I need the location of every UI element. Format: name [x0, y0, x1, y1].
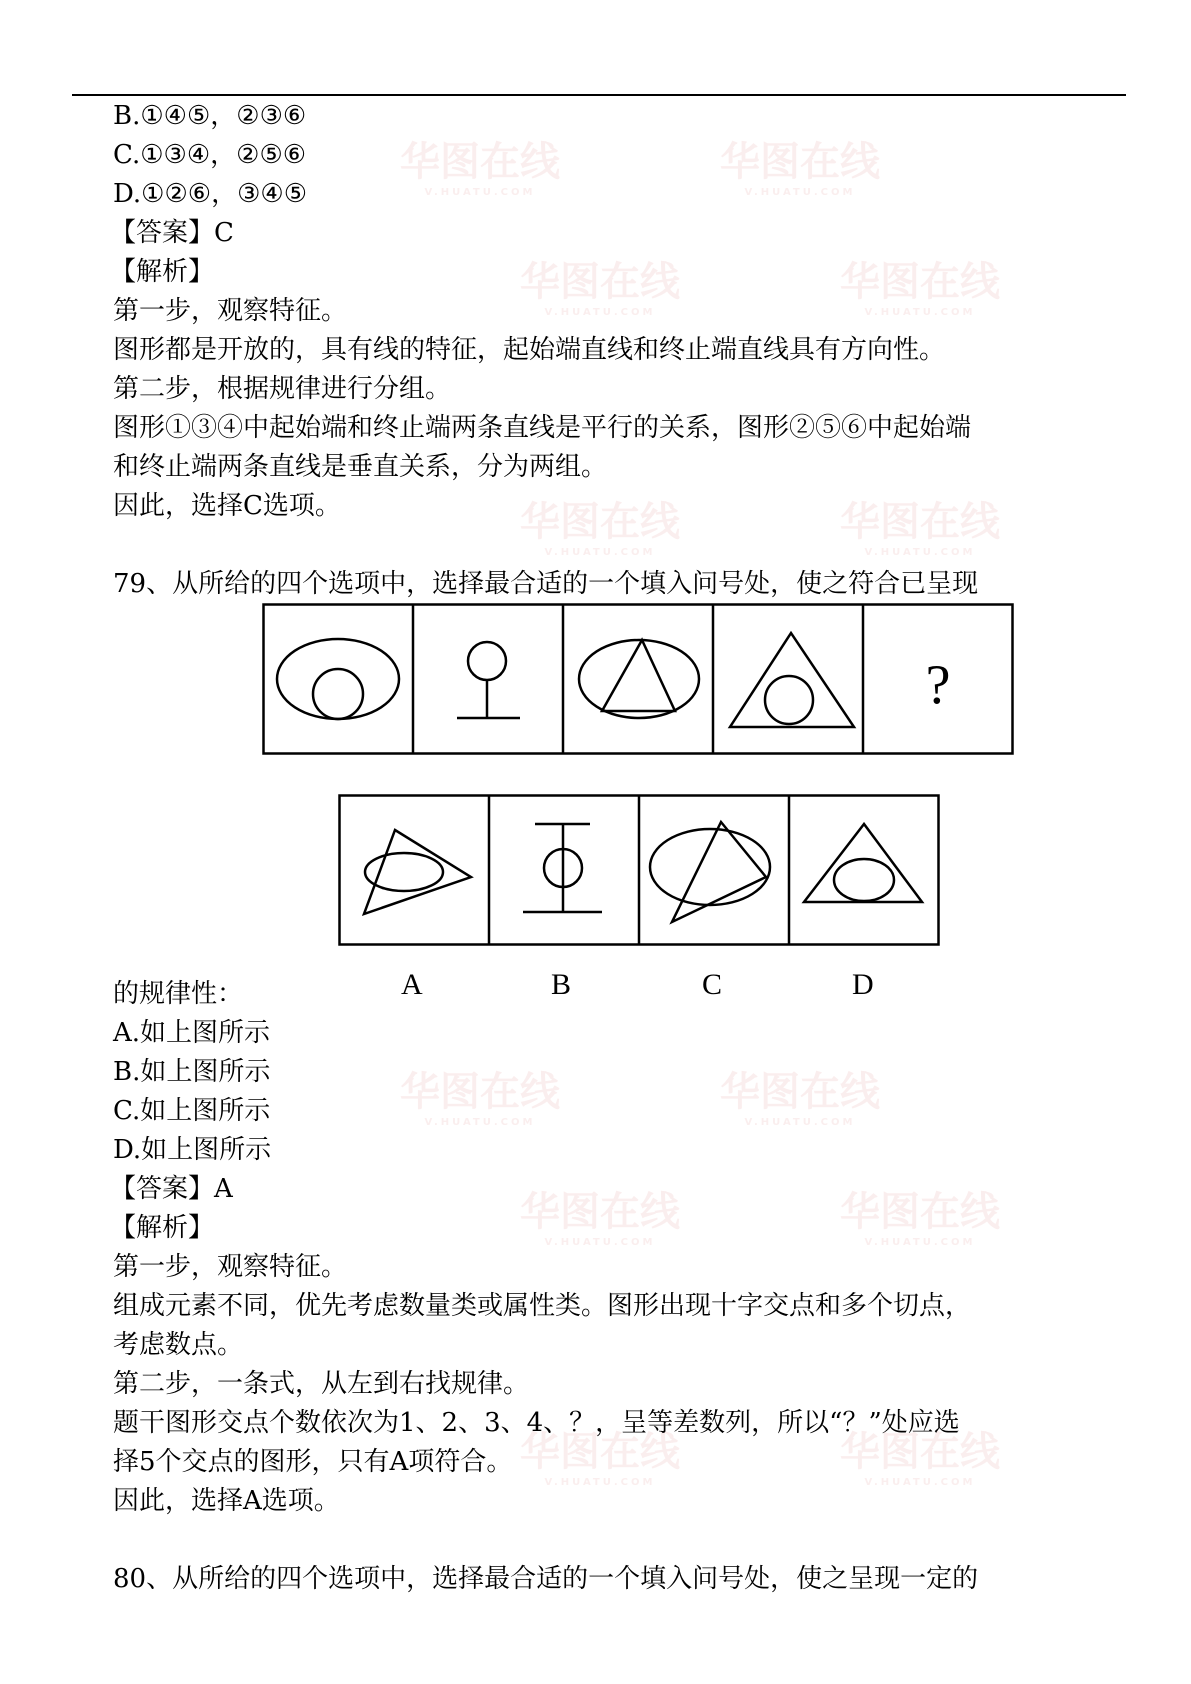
watermark: 华图在线 V.HUATU.COM	[520, 1429, 680, 1488]
question-mark: ?	[925, 654, 951, 716]
watermark: 华图在线 V.HUATU.COM	[720, 139, 880, 198]
watermark: 华图在线 V.HUATU.COM	[400, 1069, 560, 1128]
q79-option-d: D.如上图所示	[113, 1135, 272, 1165]
q80-question: 80、从所给的四个选项中，选择最合适的一个填入问号处，使之呈现一定的	[113, 1564, 979, 1594]
watermark: 华图在线 V.HUATU.COM	[840, 499, 1000, 558]
q79-step2-text-1: 题干图形交点个数依次为1、2、3、4、？，呈等差数列，所以“？”处应选	[113, 1408, 960, 1438]
q78-step1: 第一步，观察特征。	[113, 296, 348, 326]
watermark: 华图在线 V.HUATU.COM	[520, 499, 680, 558]
q78-option-c: C.①③④，②⑤⑥	[113, 140, 307, 170]
watermark: 华图在线 V.HUATU.COM	[520, 1189, 680, 1248]
q78-step2: 第二步，根据规律进行分组。	[113, 374, 452, 404]
q79-conclusion: 因此，选择A选项。	[113, 1486, 340, 1516]
q79-analysis-label: 【解析】	[110, 1213, 215, 1243]
q79-stem-figure	[262, 603, 1014, 755]
option-label-b: B	[551, 968, 572, 1001]
option-label-a: A	[401, 968, 423, 1001]
watermark: 华图在线 V.HUATU.COM	[720, 1069, 880, 1128]
q79-option-b: B.如上图所示	[113, 1057, 271, 1087]
q78-step1-text: 图形都是开放的，具有线的特征，起始端直线和终止端直线具有方向性。	[113, 335, 946, 365]
q79-step1: 第一步，观察特征。	[113, 1252, 348, 1282]
q78-option-b: B.①④⑤，②③⑥	[113, 101, 307, 131]
q79-option-a: A.如上图所示	[113, 1018, 271, 1048]
q79-step2-text-2: 择5个交点的图形，只有A项符合。	[113, 1447, 513, 1477]
header-rule	[72, 94, 1126, 96]
q78-option-d: D.①②⑥，③④⑤	[113, 179, 308, 209]
q79-answer: 【答案】A	[110, 1174, 233, 1204]
watermark: 华图在线 V.HUATU.COM	[400, 139, 560, 198]
q79-step1-text-1: 组成元素不同，优先考虑数量类或属性类。图形出现十字交点和多个切点，	[113, 1291, 972, 1321]
q79-step1-text-2: 考虑数点。	[113, 1330, 244, 1360]
q78-step2-text-2: 和终止端两条直线是垂直关系，分为两组。	[113, 452, 608, 482]
watermark: 华图在线 V.HUATU.COM	[840, 1429, 1000, 1488]
q79-option-c: C.如上图所示	[113, 1096, 271, 1126]
watermark: 华图在线 V.HUATU.COM	[840, 259, 1000, 318]
q79-options-figure	[338, 794, 940, 946]
q78-conclusion: 因此，选择C选项。	[113, 491, 341, 521]
watermark: 华图在线 V.HUATU.COM	[840, 1189, 1000, 1248]
q79-step2: 第二步，一条式，从左到右找规律。	[113, 1369, 530, 1399]
watermark: 华图在线 V.HUATU.COM	[520, 259, 680, 318]
option-label-d: D	[852, 968, 874, 1001]
q78-step2-text-1: 图形①③④中起始端和终止端两条直线是平行的关系，图形②⑤⑥中起始端	[113, 413, 972, 443]
q79-question: 79、从所给的四个选项中，选择最合适的一个填入问号处，使之符合已呈现	[113, 569, 979, 599]
q79-question-cont: 的规律性：	[113, 979, 244, 1009]
q78-analysis-label: 【解析】	[110, 257, 215, 287]
option-label-c: C	[702, 968, 723, 1001]
q78-answer: 【答案】C	[110, 218, 234, 248]
